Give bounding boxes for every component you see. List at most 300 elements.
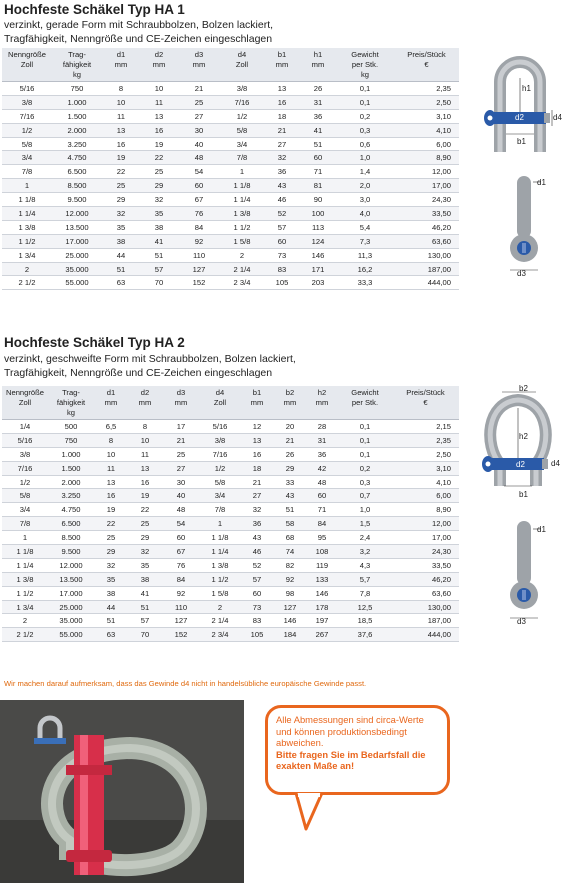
table-cell: 63,60: [394, 234, 459, 248]
table-cell: 0,3: [336, 123, 394, 137]
table-cell: 8,90: [392, 503, 459, 517]
column-header: [2, 386, 48, 420]
table-cell: 1 3/4: [2, 248, 52, 262]
ha2-subtitle-line: Tragfähigkeit, Nenngröße und CE-Zeichen eingeschlagen: [4, 367, 273, 379]
column-header-line: per Stk.: [351, 398, 379, 407]
table-row: [2, 461, 459, 475]
column-header-line: mm: [311, 60, 325, 69]
table-cell: 3,10: [394, 109, 459, 123]
column-header-line: [129, 408, 161, 418]
table-cell: 92: [162, 586, 200, 600]
column-header-line: Trag-: [68, 50, 86, 59]
table-cell: 55.000: [48, 628, 94, 642]
column-header: [220, 48, 264, 82]
table-cell: 43: [240, 531, 274, 545]
column-header: [200, 386, 240, 420]
table-cell: 92: [178, 234, 220, 248]
table-cell: 57: [240, 572, 274, 586]
column-header-line: mm: [152, 60, 166, 69]
table-cell: 0,3: [338, 475, 392, 489]
table-cell: 1 1/8: [220, 179, 264, 193]
column-header: [162, 386, 200, 420]
table-cell: 6,00: [392, 489, 459, 503]
table-row: [2, 558, 459, 572]
table-cell: 35.000: [52, 262, 102, 276]
table-cell: 40: [162, 489, 200, 503]
column-header-line: Preis/Stück: [406, 388, 445, 397]
table-cell: 16: [264, 95, 300, 109]
table-row: [2, 207, 459, 221]
table-cell: 1 1/8: [2, 193, 52, 207]
table-cell: 187,00: [392, 614, 459, 628]
table-cell: 2.000: [52, 123, 102, 137]
bubble-bold-text: Bitte fragen Sie im Bedarfsfall die: [276, 748, 426, 760]
table-cell: 2,4: [338, 531, 392, 545]
d2-label: d2: [516, 460, 525, 469]
table-cell: 21: [162, 433, 200, 447]
column-header-line: [201, 408, 239, 418]
b1-label: b1: [517, 137, 526, 146]
table-cell: 8.500: [48, 531, 94, 545]
table-cell: 25: [162, 447, 200, 461]
shackle-photo: [0, 700, 244, 883]
table-cell: 22: [102, 165, 140, 179]
table-cell: 6,00: [394, 137, 459, 151]
table-cell: 5/16: [2, 82, 52, 96]
table-cell: 16,2: [336, 262, 394, 276]
table-cell: 29: [94, 545, 128, 559]
table-cell: 25: [102, 179, 140, 193]
column-header-line: Gewicht: [351, 388, 379, 397]
column-header-line: d3: [176, 388, 186, 397]
table-cell: 444,00: [394, 276, 459, 290]
table-cell: 35.000: [48, 614, 94, 628]
column-header-line: [3, 408, 47, 418]
table-cell: 119: [306, 558, 338, 572]
column-header: [392, 386, 459, 420]
column-header-line: mm: [138, 398, 152, 407]
table-cell: 3/8: [2, 95, 52, 109]
ha2-title: Hochfeste Schäkel Typ HA 2: [4, 335, 185, 350]
column-header-line: mm: [315, 398, 329, 407]
table-cell: 25: [140, 165, 178, 179]
column-header-line: h2: [317, 388, 327, 397]
table-cell: 35: [140, 207, 178, 221]
column-header: [300, 48, 336, 82]
table-cell: 4.750: [48, 503, 94, 517]
table-cell: 1.000: [52, 95, 102, 109]
table-cell: 58: [274, 517, 306, 531]
column-header-line: €: [423, 398, 428, 407]
table-cell: 43: [264, 179, 300, 193]
table-cell: 152: [178, 276, 220, 290]
table-cell: 19: [128, 489, 162, 503]
table-cell: 1/2: [220, 109, 264, 123]
table-cell: 7,3: [336, 234, 394, 248]
column-header-line: [141, 70, 177, 80]
table-cell: 3,2: [338, 545, 392, 559]
table-cell: 74: [274, 545, 306, 559]
table-cell: 31: [300, 95, 336, 109]
table-cell: 13.500: [48, 572, 94, 586]
table-cell: 7,8: [338, 586, 392, 600]
table-cell: 81: [300, 179, 336, 193]
table-cell: 12.000: [52, 207, 102, 221]
table-cell: 60: [306, 489, 338, 503]
table-cell: 57: [140, 262, 178, 276]
table-row: [2, 614, 459, 628]
column-header-line: d2: [154, 50, 164, 59]
table-cell: 60: [240, 586, 274, 600]
table-cell: 1 1/2: [2, 586, 48, 600]
table-cell: 1/4: [2, 420, 48, 434]
table-cell: 2.000: [48, 475, 94, 489]
table-row: [2, 193, 459, 207]
table-cell: 2 3/4: [200, 628, 240, 642]
table-cell: 51: [300, 137, 336, 151]
column-header-line: fähigkeit: [56, 398, 86, 407]
column-header-line: b1: [252, 388, 262, 397]
table-cell: 73: [264, 248, 300, 262]
table-cell: 25: [178, 95, 220, 109]
table-cell: 13: [94, 475, 128, 489]
b2-label: b2: [519, 384, 528, 393]
table-cell: 73: [240, 600, 274, 614]
table-row: [2, 447, 459, 461]
table-cell: 8.500: [52, 179, 102, 193]
table-cell: 37,6: [338, 628, 392, 642]
table-cell: 5/16: [2, 433, 48, 447]
table-cell: 1 5/8: [220, 234, 264, 248]
table-cell: 27: [178, 109, 220, 123]
table-cell: 187,00: [394, 262, 459, 276]
table-cell: 11: [140, 95, 178, 109]
table-cell: 21: [274, 433, 306, 447]
table-cell: 4,10: [392, 475, 459, 489]
table-cell: 4,10: [394, 123, 459, 137]
table-cell: 18: [264, 109, 300, 123]
table-cell: 27: [240, 489, 274, 503]
table-cell: 20: [274, 420, 306, 434]
table-cell: 7/8: [2, 165, 52, 179]
table-cell: 95: [306, 531, 338, 545]
table-cell: 76: [162, 558, 200, 572]
d4-label: d4: [551, 459, 560, 468]
table-cell: 16: [140, 123, 178, 137]
table-cell: 26: [274, 447, 306, 461]
column-header-line: Zoll: [18, 398, 32, 407]
table-cell: 24,30: [392, 545, 459, 559]
column-header-line: mm: [250, 398, 264, 407]
column-header: [48, 386, 94, 420]
h2-label: h2: [519, 432, 528, 441]
table-cell: 184: [274, 628, 306, 642]
column-header-line: mm: [283, 398, 297, 407]
column-header: [94, 386, 128, 420]
table-row: [2, 179, 459, 193]
table-cell: 0,1: [338, 420, 392, 434]
column-header-line: d1: [106, 388, 116, 397]
table-cell: 2,0: [336, 179, 394, 193]
column-header: [240, 386, 274, 420]
table-cell: 10: [128, 433, 162, 447]
table-cell: 444,00: [392, 628, 459, 642]
table-cell: 203: [300, 276, 336, 290]
table-row: [2, 262, 459, 276]
table-cell: 83: [240, 614, 274, 628]
table-cell: 1: [2, 179, 52, 193]
table-cell: 146: [306, 586, 338, 600]
table-cell: 0,1: [338, 433, 392, 447]
column-header-line: mm: [104, 398, 118, 407]
table-cell: 82: [274, 558, 306, 572]
table-cell: 36: [306, 447, 338, 461]
d1-label: d1: [537, 525, 546, 534]
table-row: [2, 95, 459, 109]
table-cell: 11: [128, 447, 162, 461]
column-header-line: [393, 408, 458, 418]
table-cell: 18,5: [338, 614, 392, 628]
column-header-line: [163, 408, 199, 418]
table-cell: 16: [128, 475, 162, 489]
table-cell: 51: [128, 600, 162, 614]
table-cell: 29: [102, 193, 140, 207]
table-cell: 146: [300, 248, 336, 262]
table-cell: 63: [102, 276, 140, 290]
table-cell: 9.500: [48, 545, 94, 559]
table-cell: 33: [274, 475, 306, 489]
table-cell: 3/4: [220, 137, 264, 151]
table-cell: 171: [300, 262, 336, 276]
table-cell: 5,4: [336, 220, 394, 234]
table-cell: 12: [240, 420, 274, 434]
ha1-subtitle: [4, 18, 273, 46]
notice-bubble: [265, 705, 450, 795]
column-header-line: d2: [140, 388, 150, 397]
table-row: [2, 586, 459, 600]
table-cell: 1 3/8: [220, 207, 264, 221]
table-cell: 28: [306, 420, 338, 434]
column-header-line: [3, 70, 51, 80]
table-cell: 60: [178, 179, 220, 193]
table-cell: 5/8: [2, 489, 48, 503]
table-cell: 110: [162, 600, 200, 614]
column-header: [306, 386, 338, 420]
table-cell: 33,3: [336, 276, 394, 290]
table-cell: 1: [2, 531, 48, 545]
table-cell: 44: [102, 248, 140, 262]
ha2-front-drawing: [474, 386, 560, 496]
table-cell: 5/8: [2, 137, 52, 151]
table-row: [2, 475, 459, 489]
thread-note: Wir machen darauf aufmerksam, dass das Gewinde d4 nicht in handelsübliche europäische Gewinde passt.: [4, 679, 367, 688]
table-cell: 35: [102, 220, 140, 234]
table-cell: 100: [300, 207, 336, 221]
column-header-line: [395, 70, 458, 80]
table-cell: 71: [300, 165, 336, 179]
table-cell: 19: [140, 137, 178, 151]
column-header: [52, 48, 102, 82]
bubble-bold-text: exakten Maße an!: [276, 760, 355, 771]
table-cell: 33,50: [392, 558, 459, 572]
table-cell: 29: [274, 461, 306, 475]
table-cell: 13.500: [52, 220, 102, 234]
table-row: [2, 82, 459, 96]
table-cell: 13: [140, 109, 178, 123]
b1-label: b1: [519, 490, 528, 499]
table-cell: 51: [94, 614, 128, 628]
column-header-line: d1: [116, 50, 126, 59]
column-header-line: Preis/Stück: [407, 50, 446, 59]
table-cell: 2,15: [392, 420, 459, 434]
table-cell: 105: [264, 276, 300, 290]
table-cell: 7/16: [200, 447, 240, 461]
table-cell: 1/2: [200, 461, 240, 475]
column-header-line: fähigkeit: [62, 60, 92, 69]
table-cell: 18: [240, 461, 274, 475]
table-cell: 10: [140, 82, 178, 96]
table-row: [2, 248, 459, 262]
table-cell: 36: [240, 517, 274, 531]
column-header-line: [95, 408, 127, 418]
table-row: [2, 234, 459, 248]
table-cell: 3/8: [2, 447, 48, 461]
column-header: [140, 48, 178, 82]
table-cell: 1 3/8: [200, 558, 240, 572]
table-cell: 24,30: [394, 193, 459, 207]
table-cell: 60: [300, 151, 336, 165]
table-cell: 130,00: [392, 600, 459, 614]
column-header-line: [179, 70, 219, 80]
table-cell: 11: [102, 109, 140, 123]
table-cell: 16: [102, 137, 140, 151]
column-header-line: h1: [313, 50, 323, 59]
table-cell: 19: [94, 503, 128, 517]
table-cell: 11,3: [336, 248, 394, 262]
table-row: [2, 137, 459, 151]
column-header-line: d4: [215, 388, 225, 397]
column-header-line: b2: [285, 388, 295, 397]
table-cell: 38: [140, 220, 178, 234]
table-row: [2, 545, 459, 559]
table-cell: 1.500: [48, 461, 94, 475]
table-cell: 0,7: [338, 489, 392, 503]
ha1-spec-table: [2, 48, 459, 290]
column-header-line: [221, 70, 263, 80]
table-cell: 1: [220, 165, 264, 179]
table-cell: 68: [274, 531, 306, 545]
table-cell: 13: [264, 82, 300, 96]
table-cell: 1 3/4: [2, 600, 48, 614]
table-cell: 92: [274, 572, 306, 586]
table-cell: 31: [306, 433, 338, 447]
table-cell: 10: [94, 447, 128, 461]
table-cell: 3/4: [200, 489, 240, 503]
table-cell: 17,00: [392, 531, 459, 545]
column-header-line: [307, 408, 337, 418]
table-cell: 3,0: [336, 193, 394, 207]
table-cell: 5/16: [200, 420, 240, 434]
table-row: [2, 600, 459, 614]
table-cell: 2 1/2: [2, 276, 52, 290]
table-cell: 178: [306, 600, 338, 614]
table-cell: 7/8: [2, 517, 48, 531]
table-cell: 29: [140, 179, 178, 193]
column-header-line: [241, 408, 273, 418]
table-cell: 1/2: [2, 123, 52, 137]
table-cell: 3,10: [392, 461, 459, 475]
table-cell: 12,00: [394, 165, 459, 179]
table-cell: 35: [94, 572, 128, 586]
table-cell: 2 1/4: [220, 262, 264, 276]
column-header-line: [103, 70, 139, 80]
column-header: [2, 48, 52, 82]
table-cell: 4,0: [336, 207, 394, 221]
table-row: [2, 503, 459, 517]
column-header: [128, 386, 162, 420]
table-cell: 1 1/4: [2, 558, 48, 572]
table-cell: 2,50: [392, 447, 459, 461]
table-cell: 38: [94, 586, 128, 600]
table-cell: 42: [306, 461, 338, 475]
table-cell: 12.000: [48, 558, 94, 572]
ha2-subtitle: [4, 352, 296, 380]
table-cell: 46,20: [394, 220, 459, 234]
table-cell: 110: [178, 248, 220, 262]
table-cell: 32: [240, 503, 274, 517]
table-cell: 13: [240, 433, 274, 447]
d4-label: d4: [553, 113, 562, 122]
table-cell: 43: [274, 489, 306, 503]
table-row: [2, 517, 459, 531]
table-cell: 5,7: [338, 572, 392, 586]
table-cell: 51: [102, 262, 140, 276]
bubble-text: Alle Abmessungen sind circa-Werte: [276, 714, 424, 725]
table-cell: 13: [128, 461, 162, 475]
table-cell: 26: [300, 82, 336, 96]
table-cell: 25: [94, 531, 128, 545]
table-cell: 40: [178, 137, 220, 151]
column-header-line: Nenngröße: [8, 50, 46, 59]
table-row: [2, 628, 459, 642]
table-cell: 7/8: [200, 503, 240, 517]
table-cell: 1 1/4: [200, 545, 240, 559]
table-cell: 0,1: [336, 95, 394, 109]
table-cell: 6.500: [48, 517, 94, 531]
table-cell: 48: [178, 151, 220, 165]
table-cell: 84: [162, 572, 200, 586]
table-row: [2, 276, 459, 290]
table-cell: 90: [300, 193, 336, 207]
table-cell: 52: [240, 558, 274, 572]
table-cell: 57: [264, 220, 300, 234]
table-cell: 38: [102, 234, 140, 248]
table-cell: 2 3/4: [220, 276, 264, 290]
column-header-line: per Stk.: [351, 60, 379, 69]
column-header-line: €: [424, 60, 429, 69]
table-cell: 11: [94, 461, 128, 475]
table-cell: 71: [306, 503, 338, 517]
table-cell: 1 5/8: [200, 586, 240, 600]
column-header-line: Zoll: [235, 60, 249, 69]
table-cell: 750: [48, 433, 94, 447]
table-cell: 41: [128, 586, 162, 600]
table-cell: 4.750: [52, 151, 102, 165]
table-cell: 84: [306, 517, 338, 531]
table-cell: 17.000: [52, 234, 102, 248]
table-cell: 1 1/2: [220, 220, 264, 234]
table-cell: 54: [162, 517, 200, 531]
